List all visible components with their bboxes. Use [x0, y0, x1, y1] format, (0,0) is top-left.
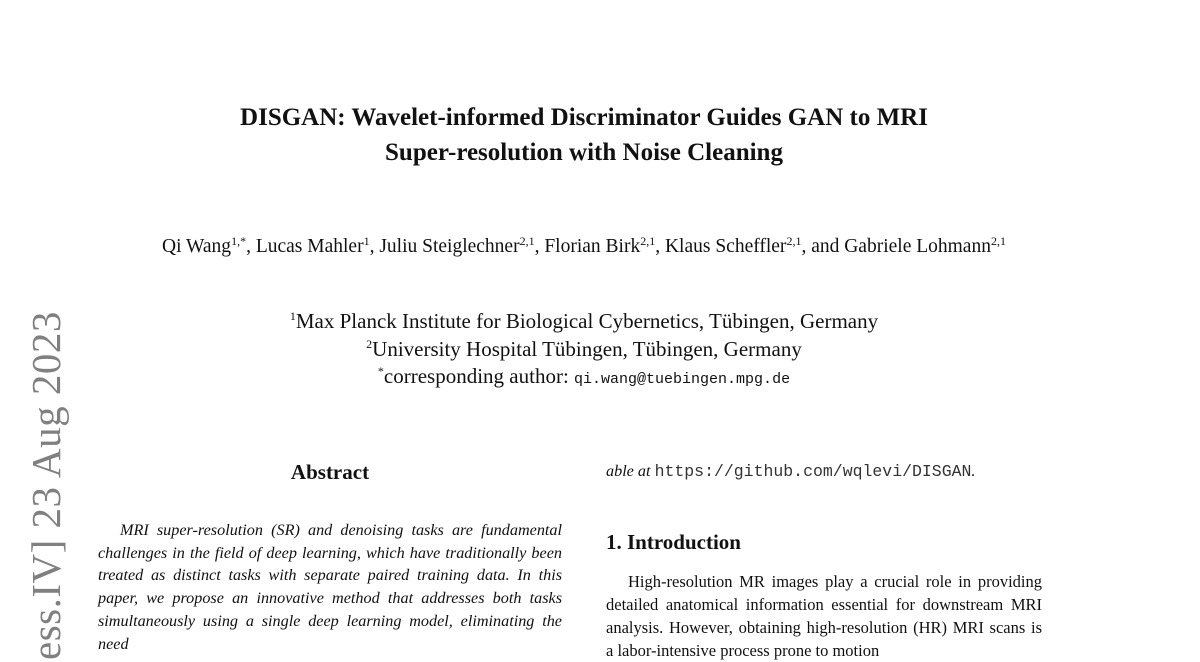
author-name: Juliu Steiglechner — [379, 236, 520, 257]
abstract-text: MRI super-resolution (SR) and denoising tasks are fundamental challenges in the field of deep learning, which have traditionally been treated as distinct tasks with separate paired training data. In this paper, we propose an innovative method that addresses both tasks simultaneously using a single deep learning model, eliminating the need — [98, 521, 562, 653]
author-affiliation-mark: 2,1 — [640, 234, 656, 248]
corresponding-label: corresponding author: — [383, 364, 575, 388]
corresponding-email[interactable]: qi.wang@tuebingen.mpg.de — [574, 371, 791, 388]
paper-title — [0, 100, 1168, 170]
affiliation-line — [0, 336, 1168, 364]
author-separator: , — [655, 236, 665, 257]
code-url-link[interactable]: https://github.com/wqlevi/DISGAN — [654, 462, 972, 481]
author-separator: , and — [801, 236, 845, 257]
author-affiliation-mark: 1,* — [231, 234, 247, 248]
author-separator: , — [246, 236, 256, 257]
author-name: Lucas Mahler — [255, 236, 364, 257]
author-name: Qi Wang — [162, 236, 232, 257]
author-separator: , — [534, 236, 545, 257]
author-separator: , — [369, 236, 380, 257]
introduction-text: High-resolution MR images play a crucial role in providing detailed anatomical information essential for downstream MRI analysis. However, obtaining high-resolution (HR) MRI scans is a labor-intensive process prone to motion — [606, 572, 1042, 660]
author-name: Klaus Scheffler — [664, 236, 787, 257]
affiliation-mark: 2 — [366, 336, 373, 351]
introduction-heading: 1. Introduction — [606, 530, 741, 554]
affiliations — [0, 308, 1168, 394]
abstract-heading: Abstract — [290, 460, 370, 484]
author-affiliation-mark: 2,1 — [519, 234, 535, 248]
continuation-suffix: . — [971, 462, 976, 480]
abstract-continuation — [606, 462, 1046, 481]
author-list — [118, 233, 1050, 261]
title-line-1: DISGAN: Wavelet-informed Discriminator Guides GAN to MRI — [240, 104, 928, 131]
author-name: Gabriele Lohmann — [844, 236, 991, 257]
title-line-2: Super-resolution with Noise Cleaning — [385, 139, 783, 166]
author-affiliation-mark: 1 — [363, 234, 370, 248]
affiliation-mark: 1 — [289, 309, 296, 323]
corresponding-author-line — [0, 363, 1168, 394]
affiliation-text: University Hospital Tübingen, Tübingen, Germany — [372, 336, 802, 361]
arxiv-identifier: ess.IV] 23 Aug 2023 — [23, 311, 69, 660]
author-name: Florian Birk — [544, 236, 641, 257]
author-affiliation-mark: 2,1 — [990, 234, 1006, 248]
continuation-prefix: able at — [606, 462, 655, 480]
affiliation-text: Max Planck Institute for Biological Cybernetics, Tübingen, Germany — [295, 309, 879, 333]
affiliation-line — [0, 308, 1168, 336]
corresponding-mark: * — [377, 364, 384, 378]
author-affiliation-mark: 2,1 — [786, 234, 802, 248]
